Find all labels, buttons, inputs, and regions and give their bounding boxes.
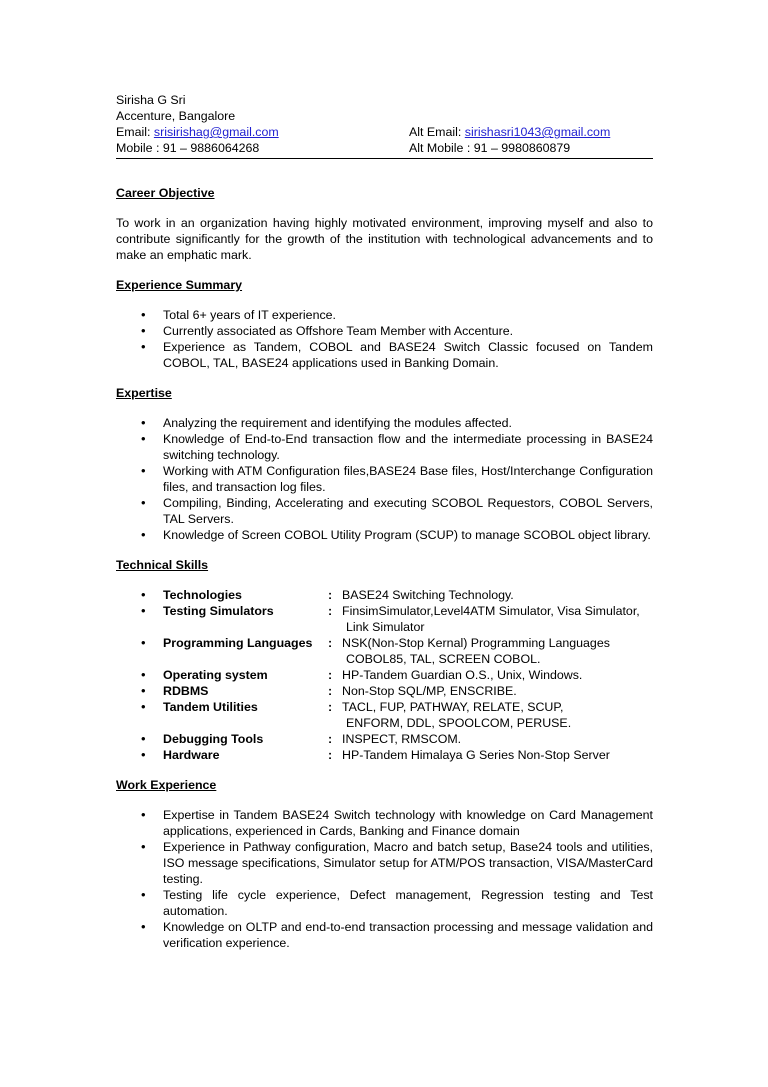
list-item: • Expertise in Tandem BASE24 Switch technology with knowledge on Card Management applications, experienced in Cards, Banking and Finance domain — [141, 807, 653, 838]
list-item: • Knowledge of End-to-End transaction flow and the intermediate processing in BASE24 switching technology. — [141, 431, 653, 462]
skill-row: • Testing Simulators : FinsimSimulator,Level4ATM Simulator, Visa Simulator, Link Simulator — [116, 603, 653, 635]
skill-row: • Technologies : BASE24 Switching Technology. — [141, 587, 514, 602]
list-item: • Testing life cycle experience, Defect management, Regression testing and Test automation. — [141, 887, 653, 918]
skill-label: Debugging Tools — [163, 732, 264, 746]
bullet-icon: • — [141, 527, 146, 542]
skill-row: • Debugging Tools : INSPECT, RMSCOM. — [141, 731, 462, 746]
bullet-icon: • — [141, 683, 146, 698]
skill-label: Programming Languages — [163, 636, 313, 650]
mobile-row — [116, 140, 653, 156]
bullet-icon: • — [141, 635, 146, 650]
skill-row: • Tandem Utilities : TACL, FUP, PATHWAY, RELATE, SCUP, ENFORM, DDL, SPOOLCOM, PERUSE. — [116, 699, 653, 731]
list-item: • Total 6+ years of IT experience. — [141, 307, 336, 322]
career-objective-heading: Career Objective — [116, 186, 215, 200]
skill-value: FinsimSimulator,Level4ATM Simulator, Visa Simulator, — [342, 604, 640, 618]
alt-email-label: Alt Email: — [409, 125, 465, 139]
bullet-icon: • — [141, 323, 146, 338]
list-item: • Knowledge of Screen COBOL Utility Program (SCUP) to manage SCOBOL object library. — [141, 527, 651, 542]
bullet-icon: • — [141, 415, 146, 430]
bullet-icon: • — [141, 587, 146, 602]
skill-value: HP-Tandem Guardian O.S., Unix, Windows. — [342, 668, 583, 682]
skill-label: Operating system — [163, 668, 268, 682]
candidate-name: Sirisha G Sri — [116, 93, 186, 107]
bullet-icon: • — [141, 887, 146, 902]
list-item: • Experience as Tandem, COBOL and BASE24 Switch Classic focused on Tandem COBOL, TAL, BASE24 applications used in Banking Domain. — [141, 339, 653, 370]
contact-block — [116, 92, 653, 159]
skill-row: • Programming Languages : NSK(Non-Stop Kernal) Programming Languages COBOL85, TAL, SCREEN COBOL. — [116, 635, 653, 667]
skill-value-continued: Link Simulator — [346, 620, 425, 634]
skill-value: BASE24 Switching Technology. — [342, 588, 514, 602]
skill-row: • Hardware : HP-Tandem Himalaya G Series Non-Stop Server — [141, 747, 610, 762]
bullet-icon: • — [141, 431, 146, 446]
bullet-icon: • — [141, 919, 146, 934]
skill-row: • RDBMS : Non-Stop SQL/MP, ENSCRIBE. — [141, 683, 517, 698]
email-link[interactable]: srisirishag@gmail.com — [153, 125, 279, 139]
bullet-icon: • — [141, 839, 146, 854]
expertise-list — [116, 415, 653, 543]
bullet-icon: • — [141, 747, 146, 762]
career-objective-text: To work in an organization having highly motivated environment, improving myself and also to contribute significantly for the growth of the institution with technological advancements and to make an emphatic mark. — [116, 216, 653, 262]
alt-mobile: Alt Mobile : 91 – 9980860879 — [409, 141, 571, 155]
skill-row: • Operating system : HP-Tandem Guardian O.S., Unix, Windows. — [141, 667, 583, 682]
mobile: Mobile : 91 – 9886064268 — [116, 141, 260, 155]
skill-label: Technologies — [163, 588, 242, 602]
bullet-icon: • — [141, 731, 146, 746]
list-item: • Knowledge on OLTP and end-to-end transaction processing and message validation and verification experience. — [141, 919, 653, 950]
skill-label: Hardware — [163, 748, 220, 762]
alt-email-cell — [409, 124, 610, 140]
skill-value: TACL, FUP, PATHWAY, RELATE, SCUP, — [342, 700, 564, 714]
company-location: Accenture, Bangalore — [116, 109, 236, 123]
bullet-icon: • — [141, 667, 146, 682]
skill-value: NSK(Non-Stop Kernal) Programming Languages — [342, 636, 610, 650]
email-label: Email: — [116, 125, 154, 139]
resume-page — [116, 92, 653, 951]
list-item: • Experience in Pathway configuration, Macro and batch setup, Base24 tools and utilities, ISO message specifications, Simulator setup for ATM/POS transaction, VISA/MasterCard testing. — [141, 839, 653, 886]
list-item: • Analyzing the requirement and identifying the modules affected. — [141, 415, 512, 430]
work-experience-heading: Work Experience — [116, 778, 217, 792]
skill-label: RDBMS — [163, 684, 209, 698]
alt-email-link[interactable]: sirishasri1043@gmail.com — [464, 125, 611, 139]
bullet-icon: • — [141, 807, 146, 822]
skill-label: Tandem Utilities — [163, 700, 258, 714]
bullet-icon: • — [141, 495, 146, 510]
bullet-icon: • — [141, 339, 146, 354]
list-item: • Currently associated as Offshore Team Member with Accenture. — [141, 323, 514, 338]
skill-value-continued: ENFORM, DDL, SPOOLCOM, PERUSE. — [346, 716, 572, 730]
bullet-icon: • — [141, 307, 146, 322]
skill-value: Non-Stop SQL/MP, ENSCRIBE. — [342, 684, 517, 698]
experience-summary-list — [116, 307, 653, 371]
skill-value: INSPECT, RMSCOM. — [342, 732, 462, 746]
expertise-heading: Expertise — [116, 386, 172, 400]
skill-value: HP-Tandem Himalaya G Series Non-Stop Server — [342, 748, 610, 762]
list-item: • Working with ATM Configuration files,BASE24 Base files, Host/Interchange Configuration files, and transaction log files. — [141, 463, 653, 494]
list-item: • Compiling, Binding, Accelerating and executing SCOBOL Requestors, COBOL Servers, TAL Servers. — [141, 495, 653, 526]
work-experience-list — [116, 807, 653, 951]
skill-label: Testing Simulators — [163, 604, 274, 618]
bullet-icon: • — [141, 603, 146, 618]
bullet-icon: • — [141, 463, 146, 478]
skill-value-continued: COBOL85, TAL, SCREEN COBOL. — [346, 652, 541, 666]
technical-skills-heading: Technical Skills — [116, 558, 209, 572]
experience-summary-heading: Experience Summary — [116, 278, 243, 292]
technical-skills-list — [116, 587, 653, 763]
bullet-icon: • — [141, 699, 146, 714]
header-divider — [116, 158, 653, 159]
email-row — [116, 124, 653, 140]
